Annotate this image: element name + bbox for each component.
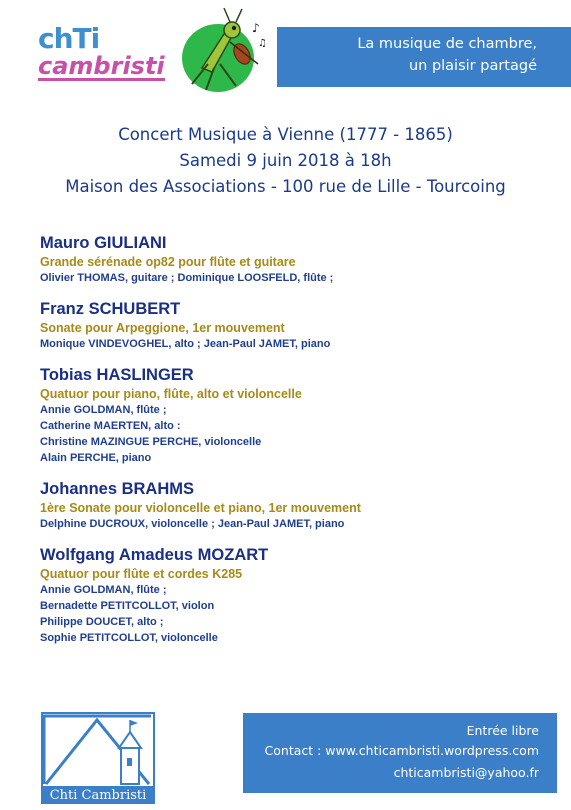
- composer-name: Mauro GIULIANI: [40, 234, 167, 252]
- program-item: [40, 232, 560, 286]
- performers: [40, 582, 560, 646]
- concert-date: Samedi 9 juin 2018 à 18h: [179, 151, 392, 170]
- svg-text:♪: ♪: [252, 21, 260, 35]
- svg-text:♫: ♫: [258, 38, 267, 49]
- tagline-line1: La musique de chambre,: [357, 36, 537, 52]
- program-list: [40, 232, 560, 658]
- program-item: [40, 544, 560, 646]
- concert-title: Concert Musique à Vienne (1777 - 1865): [118, 125, 453, 144]
- tagline-line2: un plaisir partagé: [408, 58, 537, 74]
- performer-line: Sophie PETITCOLLOT, violoncelle: [40, 632, 218, 644]
- program-item: [40, 478, 560, 532]
- performer-line: Alain PERCHE, piano: [40, 452, 152, 464]
- footer-logo-caption: Chti Cambristi: [49, 788, 147, 803]
- concert-venue: Maison des Associations - 100 rue de Lille - Tourcoing: [65, 177, 506, 196]
- footer-info-box: [243, 713, 557, 793]
- chti-cambristi-tower-logo: [41, 712, 155, 804]
- performer-line: Bernadette PETITCOLLOT, violon: [40, 600, 215, 612]
- performer-line: Philippe DOUCET, alto ;: [40, 616, 164, 628]
- logo-text-top: chTi: [38, 22, 100, 55]
- contact-website: Contact : www.chticambristi.wordpress.com: [264, 743, 539, 758]
- performer-line: Christine MAZINGUE PERCHE, violoncelle: [40, 436, 262, 448]
- work-title: Quatuor pour flûte et cordes K285: [40, 567, 243, 581]
- logo-text-bottom: cambristi: [38, 52, 165, 80]
- performer-line: Olivier THOMAS, guitare ; Dominique LOOSFELD, flûte ;: [40, 272, 334, 284]
- entry-info: Entrée libre: [466, 723, 539, 738]
- program-item: [40, 364, 560, 466]
- work-title: Grande sérénade op82 pour flûte et guitare: [40, 255, 296, 269]
- work-title: Quatuor pour piano, flûte, alto et violoncelle: [40, 387, 302, 401]
- performers: [40, 336, 560, 352]
- concert-info: [0, 122, 571, 200]
- performer-line: Annie GOLDMAN, flûte ;: [40, 584, 167, 596]
- grasshopper-violin-icon: [172, 6, 268, 96]
- performers: [40, 270, 560, 286]
- performers: [40, 516, 560, 532]
- performer-line: Catherine MAERTEN, alto :: [40, 420, 181, 432]
- performer-line: Monique VINDEVOGHEL, alto ; Jean-Paul JAMET, piano: [40, 338, 331, 350]
- composer-name: Johannes BRAHMS: [40, 480, 195, 498]
- work-title: Sonate pour Arpeggione, 1er mouvement: [40, 321, 285, 335]
- work-title: 1ère Sonate pour violoncelle et piano, 1er mouvement: [40, 501, 361, 515]
- tagline-banner: [277, 27, 571, 87]
- chti-cambristi-logo: [38, 22, 178, 84]
- contact-email: chticambristi@yahoo.fr: [393, 765, 539, 780]
- program-item: [40, 298, 560, 352]
- composer-name: Tobias HASLINGER: [40, 366, 194, 384]
- composer-name: Franz SCHUBERT: [40, 300, 181, 318]
- performers: [40, 402, 560, 466]
- performer-line: Annie GOLDMAN, flûte ;: [40, 404, 167, 416]
- performer-line: Delphine DUCROUX, violoncelle ; Jean-Paul JAMET, piano: [40, 518, 345, 530]
- composer-name: Wolfgang Amadeus MOZART: [40, 546, 269, 564]
